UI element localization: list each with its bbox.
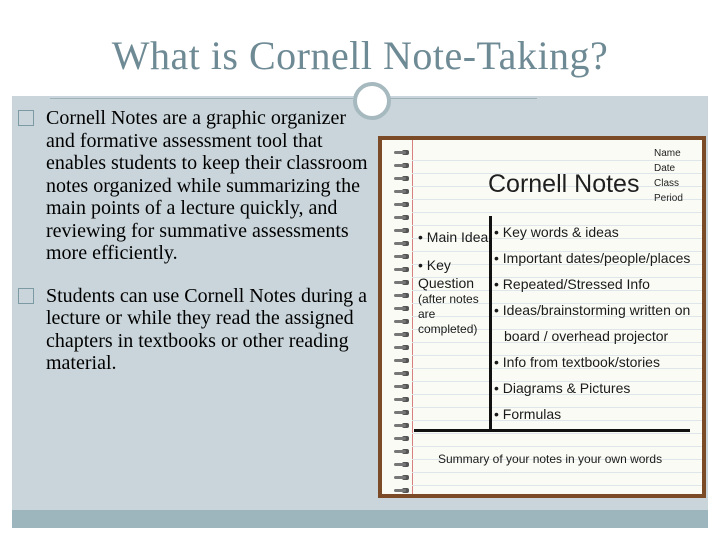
spiral-ring-icon	[394, 294, 406, 297]
spiral-ring-icon	[394, 359, 406, 362]
spiral-ring-icon	[394, 268, 406, 271]
cue-item: • Key	[418, 257, 451, 273]
spiral-ring-icon	[394, 177, 406, 180]
bullet-item	[14, 285, 379, 375]
spiral-binding-icon	[382, 140, 416, 494]
bullet-box-icon	[18, 110, 34, 126]
slide-title: What is Cornell Note-Taking?	[111, 33, 609, 78]
spiral-ring-icon	[394, 372, 406, 375]
spiral-ring-icon	[394, 333, 406, 336]
header-field: Class	[654, 178, 680, 189]
bullet-list	[14, 107, 379, 395]
cue-item: • Main Idea	[418, 229, 489, 245]
spiral-ring-icon	[394, 437, 406, 440]
footer-band	[12, 510, 708, 528]
notes-item: board / overhead projector	[504, 328, 669, 344]
cornell-notes-notebook-image	[382, 140, 702, 494]
spiral-ring-icon	[394, 385, 406, 388]
title-rule-right	[387, 98, 537, 99]
spiral-ring-icon	[394, 151, 406, 154]
notebook-header-fields	[654, 146, 683, 206]
bullet-text: Cornell Notes are a graphic organizer and formative assessment tool that enables students to keep their classroom notes organized while summarizing the main points of a lecture quickly, and reviewing for summative assessments more efficiently.	[46, 107, 368, 264]
cue-column-divider	[489, 216, 492, 432]
header-field: Date	[654, 163, 676, 174]
notes-item: • Info from textbook/stories	[494, 354, 660, 370]
summary-divider	[414, 429, 690, 432]
bullet-item	[14, 107, 379, 265]
notes-item: • Diagrams & Pictures	[494, 380, 631, 396]
notes-item: • Important dates/people/places	[494, 250, 691, 266]
title-area	[12, 12, 708, 96]
header-field: Name	[654, 148, 681, 159]
header-field: Period	[654, 193, 683, 204]
spiral-ring-icon	[394, 229, 406, 232]
notes-column	[494, 219, 690, 427]
spiral-ring-icon	[394, 164, 406, 167]
spiral-ring-icon	[394, 216, 406, 219]
spiral-ring-icon	[394, 476, 406, 479]
margin-line	[412, 140, 413, 494]
bullet-text: Students can use Cornell Notes during a lecture or while they read the assigned chapters in textbooks or other reading material.	[46, 284, 368, 374]
spiral-ring-icon	[394, 242, 406, 245]
spiral-ring-icon	[394, 320, 406, 323]
notes-item: • Formulas	[494, 406, 562, 422]
notebook-title: Cornell Notes	[488, 170, 640, 198]
cue-item: completed)	[418, 322, 478, 336]
spiral-ring-icon	[394, 398, 406, 401]
ruled-line	[412, 433, 702, 434]
spiral-ring-icon	[394, 450, 406, 453]
spiral-ring-icon	[394, 346, 406, 349]
title-rule-left	[50, 98, 353, 99]
ruled-line	[412, 212, 702, 213]
cue-item: Question	[418, 275, 475, 291]
notes-item: • Repeated/Stressed Info	[494, 276, 650, 292]
summary-label: Summary of your notes in your own words	[438, 452, 663, 466]
ruled-line	[412, 485, 702, 486]
spiral-ring-icon	[394, 424, 406, 427]
bullet-box-icon	[18, 288, 34, 304]
spiral-ring-icon	[394, 411, 406, 414]
spiral-ring-icon	[394, 255, 406, 258]
spiral-ring-icon	[394, 203, 406, 206]
notes-item: • Key words & ideas	[494, 224, 619, 240]
cue-column	[418, 228, 488, 337]
notes-item: • Ideas/brainstorming written on	[494, 302, 691, 318]
ruled-line	[412, 472, 702, 473]
spiral-ring-icon	[394, 307, 406, 310]
spiral-ring-icon	[394, 190, 406, 193]
cue-item: are	[418, 307, 436, 321]
spiral-ring-icon	[394, 489, 406, 492]
spiral-ring-icon	[394, 281, 406, 284]
cue-item: (after notes	[418, 292, 479, 306]
spiral-ring-icon	[394, 463, 406, 466]
ruled-line	[412, 446, 702, 447]
